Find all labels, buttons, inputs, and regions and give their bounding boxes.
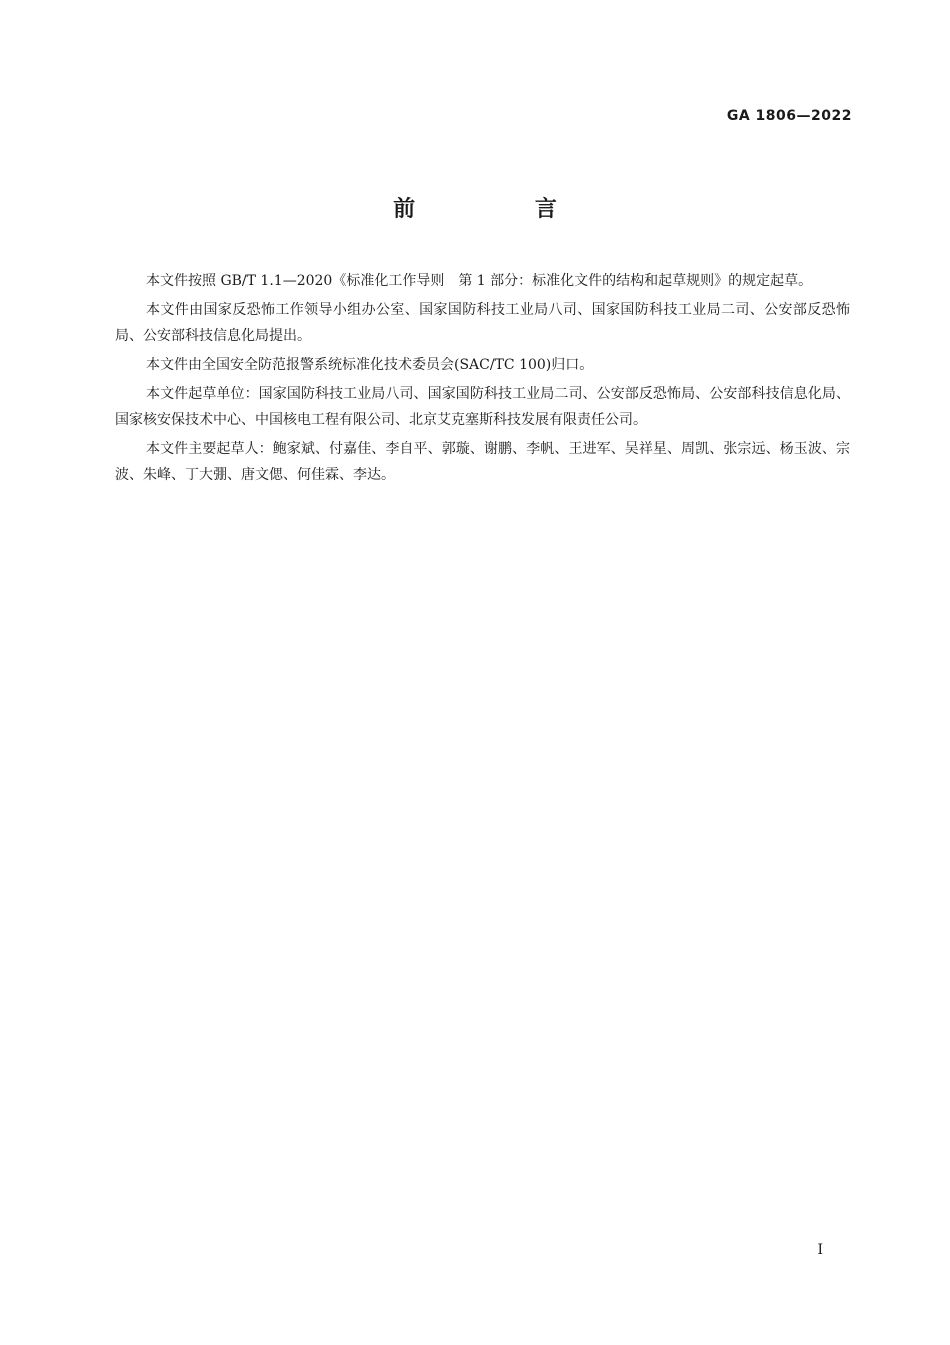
document-code: GA 1806—2022 <box>726 108 852 124</box>
paragraph-drafting-basis: 本文件按照 GB/T 1.1—2020《标准化工作导则 第 1 部分：标准化文件的结构和起草规则》的规定起草。 <box>146 273 813 289</box>
paragraph-centralized-unit: 本文件由全国安全防范报警系统标准化技术委员会(SAC/TC 100)归口。 <box>146 357 594 373</box>
paragraph-proposer: 本文件由国家反恐怖工作领导小组办公室、国家国防科技工业局八司、国家国防科技工业局二司、公安部反恐怖局、公安部科技信息化局提出。 <box>115 302 850 344</box>
page-title: 前 言 <box>393 197 613 222</box>
paragraph-drafters: 本文件主要起草人：鲍家斌、付嘉佳、李自平、郭璇、谢鹏、李帆、王进军、吴祥星、周凯、张宗远、杨玉波、宗波、朱峰、丁大弸、唐文偲、何佳霖、李达。 <box>115 441 850 483</box>
preface-body <box>115 268 850 491</box>
page-number: I <box>817 1242 823 1258</box>
paragraph-drafting-units: 本文件起草单位：国家国防科技工业局八司、国家国防科技工业局二司、公安部反恐怖局、公安部科技信息化局、国家核安保技术中心、中国核电工程有限公司、北京艾克塞斯科技发展有限责任公司。 <box>115 386 850 428</box>
